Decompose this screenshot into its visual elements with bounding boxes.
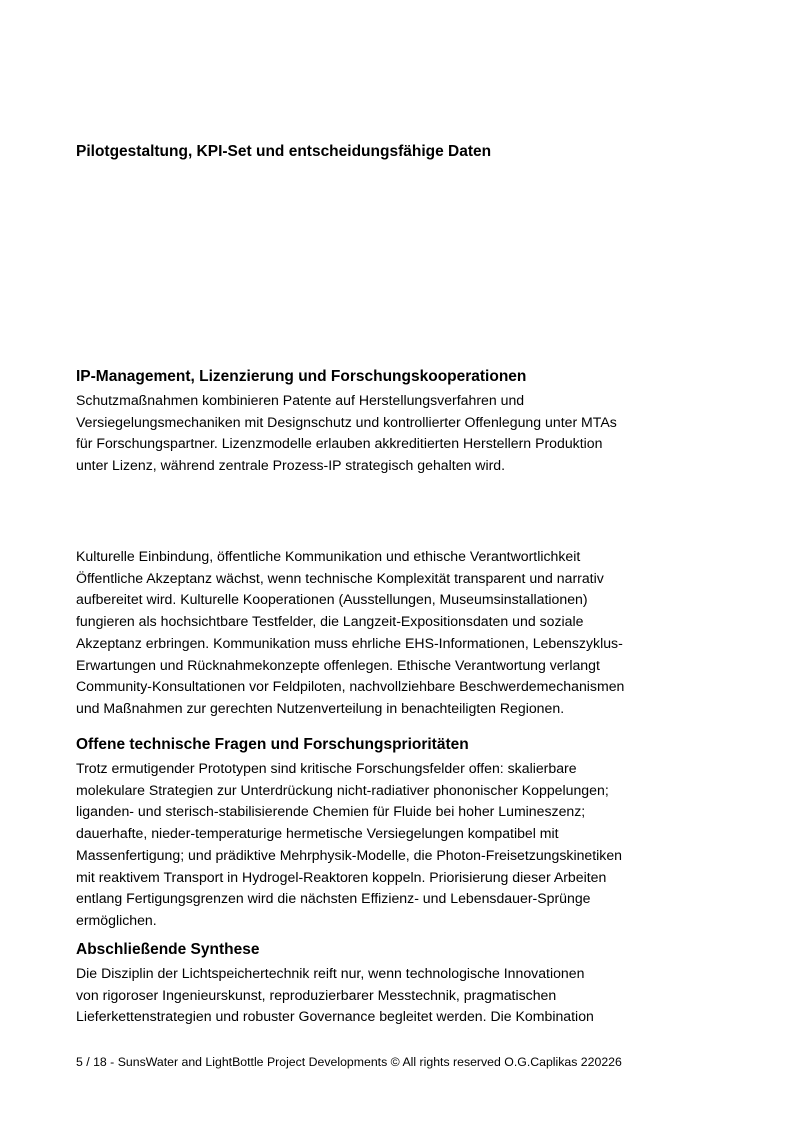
section-pilot xyxy=(76,142,716,162)
text-line: Erwartungen und Rücknahmekonzepte offenlegen. Ethische Verantwortung verlangt xyxy=(76,656,600,673)
text-line: molekulare Strategien zur Unterdrückung nicht-radiativer phononischer Koppelungen; xyxy=(76,781,609,798)
text-line: ermöglichen. xyxy=(76,911,157,928)
text-line: Die Disziplin der Lichtspeichertechnik reift nur, wenn technologische Innovationen xyxy=(76,965,585,981)
text-line: Öffentliche Akzeptanz wächst, wenn technische Komplexität transparent und narrativ xyxy=(76,569,604,586)
section-heading-pilot: Pilotgestaltung, KPI-Set und entscheidungsfähige Daten xyxy=(76,143,492,160)
section-heading-ip-management: IP-Management, Lizenzierung und Forschungskooperationen xyxy=(76,368,527,385)
text-line: Lieferkettenstrategien und robuster Governance begleitet werden. Die Kombination xyxy=(76,1008,594,1025)
text-line: für Forschungspartner. Lizenzmodelle erlauben akkreditierten Herstellern Produktion xyxy=(76,435,603,452)
text-line: Versiegelungsmechaniken mit Designschutz und kontrollierter Offenlegung unter MTAs xyxy=(76,413,617,430)
text-line: Trotz ermutigender Prototypen sind kritische Forschungsfelder offen: skalierbare xyxy=(76,760,577,776)
section-synthesis xyxy=(76,940,716,1028)
text-line: Massenfertigung; und prädiktive Mehrphysik-Modelle, die Photon-Freisetzungskinetiken xyxy=(76,846,623,863)
text-line: Community-Konsultationen vor Feldpiloten, nachvollziehbare Beschwerdemechanismen xyxy=(76,678,625,695)
text-line: fungieren als hochsichtbare Testfelder, die Langzeit-Expositionsdaten und soziale xyxy=(76,613,584,630)
text-line: aufbereitet wird. Kulturelle Kooperationen (Ausstellungen, Museumsinstallationen) xyxy=(76,591,588,608)
paragraph-ip-management xyxy=(76,390,716,477)
text-line: und Maßnahmen zur gerechten Nutzenverteilung in benachteiligten Regionen. xyxy=(76,699,565,716)
text-line: Schutzmaßnahmen kombinieren Patente auf Herstellungsverfahren und xyxy=(76,392,525,408)
text-line: liganden- und sterisch-stabilisierende Chemien für Fluide bei hoher Lumineszenz; xyxy=(76,803,586,820)
paragraph-research-questions xyxy=(76,758,716,932)
text-line: von rigoroser Ingenieurskunst, reproduzierbarer Messtechnik, pragmatischen xyxy=(76,986,557,1003)
text-line: mit reaktivem Transport in Hydrogel-Reaktoren koppeln. Priorisierung dieser Arbeiten xyxy=(76,868,607,885)
section-heading-synthesis: Abschließende Synthese xyxy=(76,941,260,958)
paragraph-synthesis xyxy=(76,963,716,1028)
text-line: unter Lizenz, während zentrale Prozess-IP strategisch gehalten wird. xyxy=(76,457,506,474)
text-line: entlang Fertigungsgrenzen wird die nächsten Effizienz- und Lebensdauer-Sprünge xyxy=(76,890,591,907)
section-ip-management xyxy=(76,367,716,477)
paragraph-culture xyxy=(76,546,716,720)
text-line: Kulturelle Einbindung, öffentliche Kommunikation und ethische Verantwortlichkeit xyxy=(76,548,581,564)
section-culture xyxy=(76,546,716,720)
page-footer: 5 / 18 - SunsWater and LightBottle Project Developments © All rights reserved O.G.Caplikas 220226 xyxy=(76,1055,622,1069)
section-heading-research-questions: Offene technische Fragen und Forschungsprioritäten xyxy=(76,736,469,753)
section-research-questions xyxy=(76,735,716,932)
text-line: Akzeptanz erbringen. Kommunikation muss ehrliche EHS-Informationen, Lebenszyklus- xyxy=(76,634,623,651)
text-line: dauerhafte, nieder-temperaturige hermetische Versiegelungen kompatibel mit xyxy=(76,825,559,842)
